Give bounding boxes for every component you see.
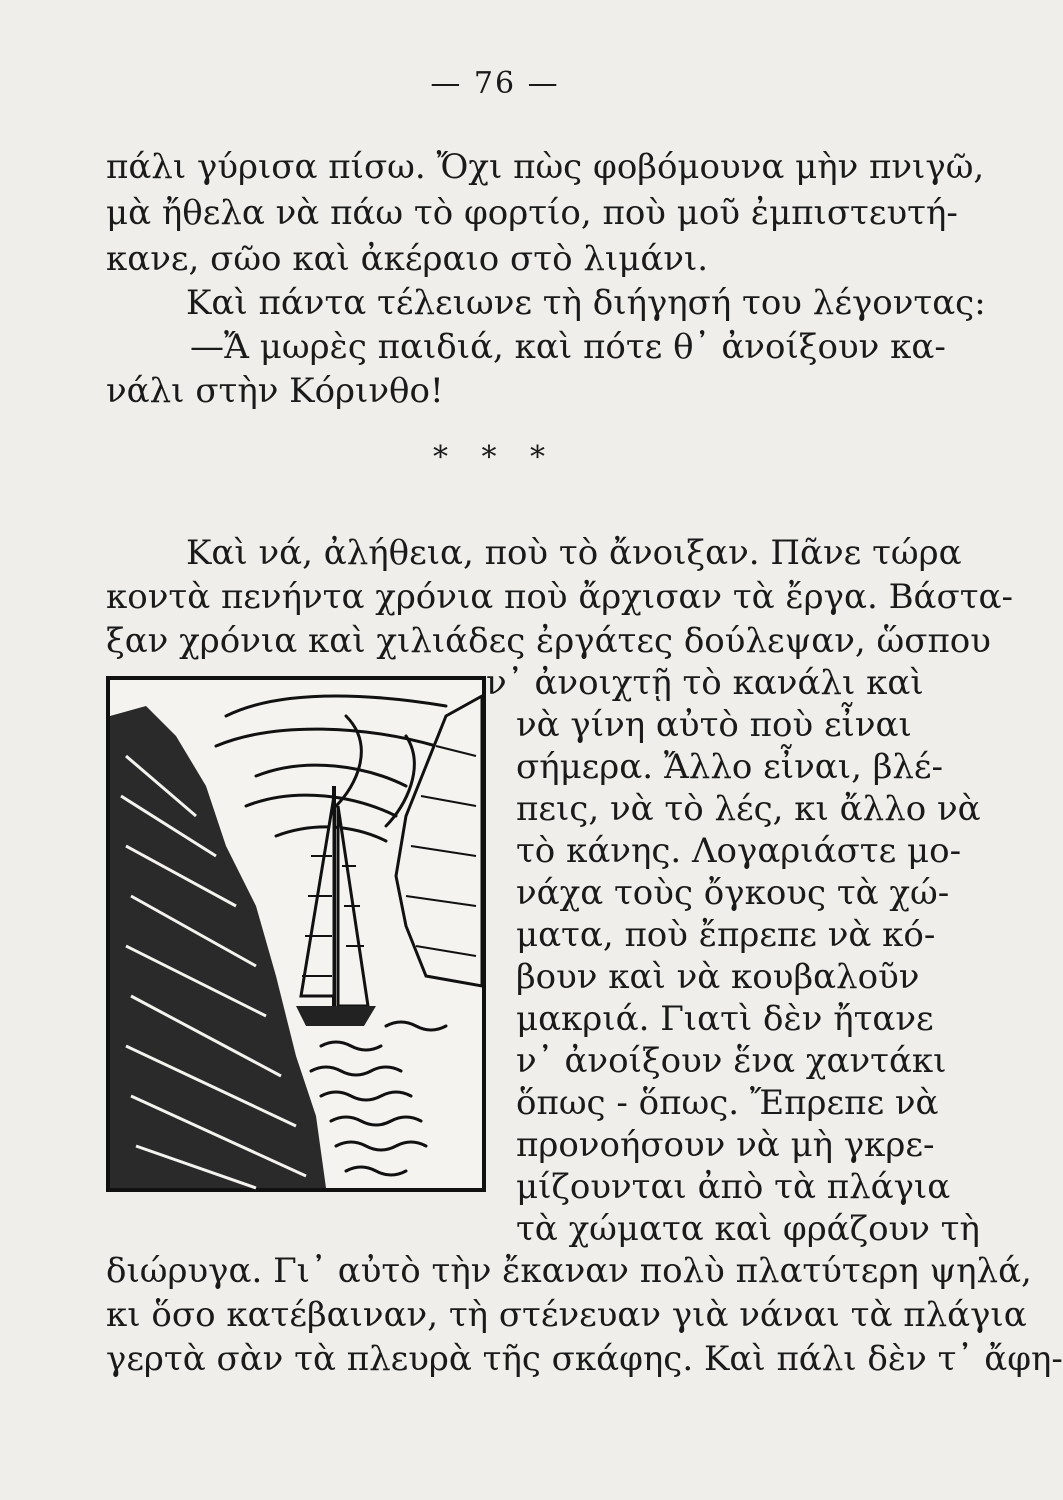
text-line: —Ἄ μωρὲς παιδιά, καὶ πότε θ᾽ ἀνοίξουν κα-	[190, 327, 946, 367]
woodcut-illustration	[106, 676, 486, 1192]
text-line: σήμερα. Ἄλλο εἶναι, βλέ-	[516, 747, 944, 787]
text-line: Καὶ πάντα τέλειωνε τὴ διήγησή του λέγοντας:	[186, 283, 986, 323]
section-separator: * * *	[432, 440, 558, 475]
text-line: μὰ ἤθελα νὰ πάω τὸ φορτίο, ποὺ μοῦ ἐμπιστευτή-	[106, 193, 958, 233]
text-line: μακριά. Γιατὶ δὲν ἤτανε	[516, 999, 934, 1039]
text-line: τὸ κάνης. Λογαριάστε μο-	[516, 831, 962, 871]
text-line: ν᾽ ἀνοιχτῇ τὸ κανάλι καὶ	[486, 663, 924, 703]
text-line: νὰ γίνη αὐτὸ ποὺ εἶναι	[516, 705, 912, 745]
text-line: ν᾽ ἀνοίξουν ἕνα χαντάκι	[516, 1041, 947, 1081]
text-line: γερτὰ σὰν τὰ πλευρὰ τῆς σκάφης. Καὶ πάλι δὲν τ᾽ ἄφη-	[106, 1339, 1063, 1379]
page-number: — 76 —	[430, 66, 560, 101]
text-line: μίζουνται ἀπὸ τὰ πλάγια	[516, 1167, 951, 1207]
text-line: πεις, νὰ τὸ λές, κι ἄλλο νὰ	[516, 789, 981, 829]
text-line: κανε, σῶο καὶ ἀκέραιο στὸ λιμάνι.	[106, 239, 709, 279]
text-line: τὰ χώματα καὶ φράζουν τὴ	[516, 1209, 980, 1249]
sailboat-canal-illustration	[106, 676, 486, 1192]
text-line: νάλι στὴν Κόρινθο!	[106, 371, 444, 411]
text-line: κοντὰ πενήντα χρόνια ποὺ ἄρχισαν τὰ ἔργα. Βάστα-	[106, 577, 1013, 617]
text-line: βουν καὶ νὰ κουβαλοῦν	[516, 957, 920, 997]
text-line: Καὶ νά, ἀλήθεια, ποὺ τὸ ἄνοιξαν. Πᾶνε τώρα	[186, 533, 962, 573]
text-line: ὅπως - ὅπως. Ἔπρεπε νὰ	[516, 1083, 939, 1123]
text-line: κι ὅσο κατέβαιναν, τὴ στένευαν γιὰ νάναι τὰ πλάγια	[106, 1295, 1027, 1335]
text-line: πάλι γύρισα πίσω. Ὄχι πὼς φοβόμουνα μὴν πνιγῶ,	[106, 147, 985, 187]
text-line: ξαν χρόνια καὶ χιλιάδες ἐργάτες δούλεψαν, ὥσπου	[106, 621, 991, 661]
text-line: διώρυγα. Γι᾽ αὐτὸ τὴν ἔκαναν πολὺ πλατύτερη ψηλά,	[106, 1251, 1032, 1291]
text-line: νάχα τοὺς ὄγκους τὰ χώ-	[516, 873, 950, 913]
text-line: ματα, ποὺ ἔπρεπε νὰ κό-	[516, 915, 936, 955]
text-line: προνοήσουν νὰ μὴ γκρε-	[516, 1125, 935, 1165]
